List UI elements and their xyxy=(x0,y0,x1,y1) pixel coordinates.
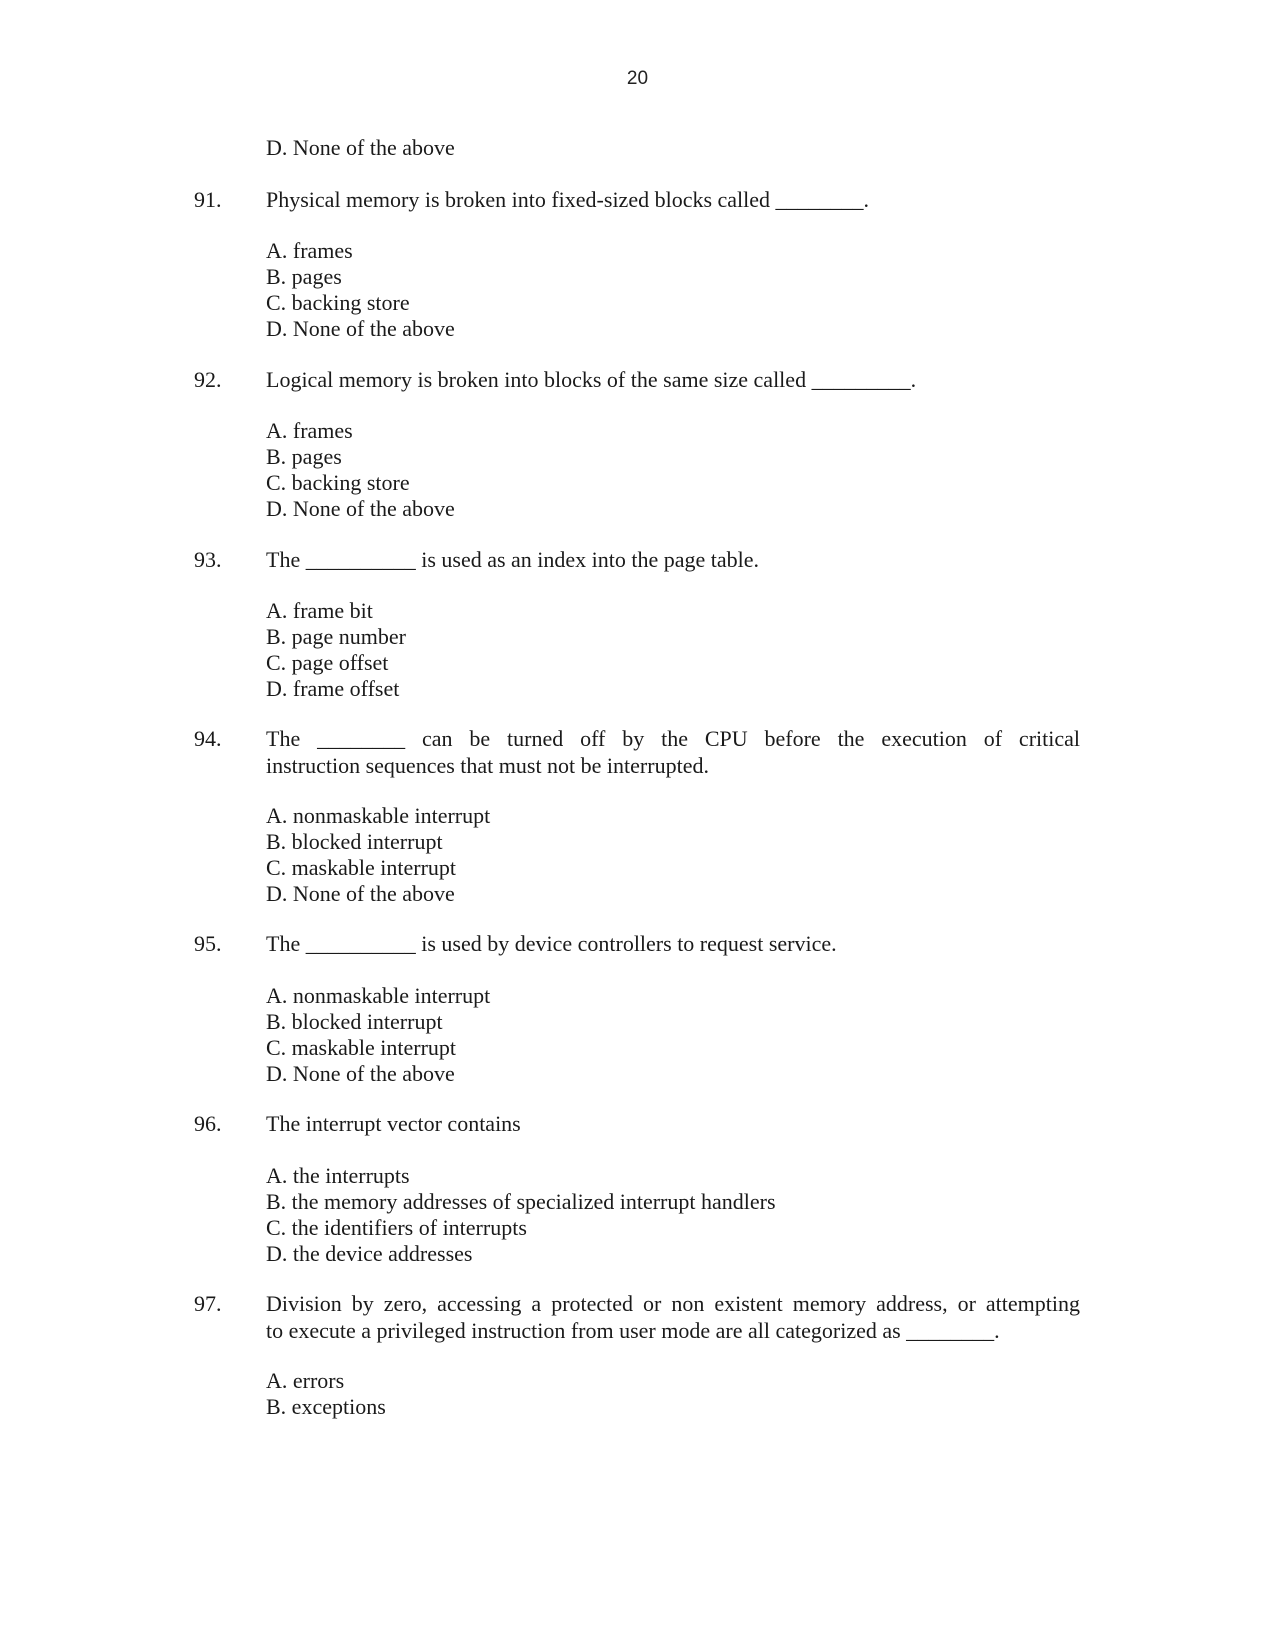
lead-option: D. None of the above xyxy=(266,135,455,160)
option-d: D. None of the above xyxy=(266,1061,455,1086)
question-text-line-2: to execute a privileged instruction from user mode are all categorized as ________. xyxy=(266,1318,1000,1343)
question-text: The __________ is used by device controllers to request service. xyxy=(266,931,837,956)
question-text-line-1: Division by zero, accessing a protected or non existent memory address, or attempting xyxy=(266,1291,1080,1316)
option-b: B. pages xyxy=(266,264,342,289)
question-text: Logical memory is broken into blocks of the same size called _________. xyxy=(266,367,917,392)
question-text xyxy=(266,725,1080,779)
option-c: C. maskable interrupt xyxy=(266,1035,457,1060)
option-d: D. None of the above xyxy=(266,881,455,906)
option-d: D. None of the above xyxy=(266,496,455,521)
option-c: C. page offset xyxy=(266,650,389,675)
option-b: B. blocked interrupt xyxy=(266,1009,443,1034)
option-b: B. the memory addresses of specialized interrupt handlers xyxy=(266,1189,776,1214)
question-number: 93. xyxy=(194,547,222,572)
option-a: A. errors xyxy=(266,1368,345,1393)
option-a: A. nonmaskable interrupt xyxy=(266,803,491,828)
option-b: B. pages xyxy=(266,444,342,469)
option-a: A. frames xyxy=(266,418,353,443)
option-c: C. backing store xyxy=(266,290,410,315)
question-text: Physical memory is broken into fixed-sized blocks called ________. xyxy=(266,187,870,212)
option-c: C. the identifiers of interrupts xyxy=(266,1215,527,1240)
question-number: 92. xyxy=(194,367,222,392)
question-number: 97. xyxy=(194,1291,222,1316)
option-d: D. None of the above xyxy=(266,316,455,341)
question-text-line-2: instruction sequences that must not be interrupted. xyxy=(266,753,709,778)
option-b: B. page number xyxy=(266,624,406,649)
option-a: A. the interrupts xyxy=(266,1163,410,1188)
option-c: C. maskable interrupt xyxy=(266,855,457,880)
page-number: 20 xyxy=(626,68,649,89)
question-text: The interrupt vector contains xyxy=(266,1111,521,1136)
option-b: B. blocked interrupt xyxy=(266,829,443,854)
question-text xyxy=(266,1290,1080,1344)
question-number: 94. xyxy=(194,726,222,751)
question-number: 96. xyxy=(194,1111,222,1136)
option-d: D. frame offset xyxy=(266,676,400,701)
option-d: D. the device addresses xyxy=(266,1241,473,1266)
option-a: A. frame bit xyxy=(266,598,373,623)
option-a: A. frames xyxy=(266,238,353,263)
question-number: 95. xyxy=(194,931,222,956)
option-b: B. exceptions xyxy=(266,1394,386,1419)
question-text: The __________ is used as an index into the page table. xyxy=(266,547,760,572)
question-text-line-1: The ________ can be turned off by the CPU before the execution of critical xyxy=(266,726,1080,751)
option-c: C. backing store xyxy=(266,470,410,495)
option-a: A. nonmaskable interrupt xyxy=(266,983,491,1008)
question-number: 91. xyxy=(194,187,222,212)
